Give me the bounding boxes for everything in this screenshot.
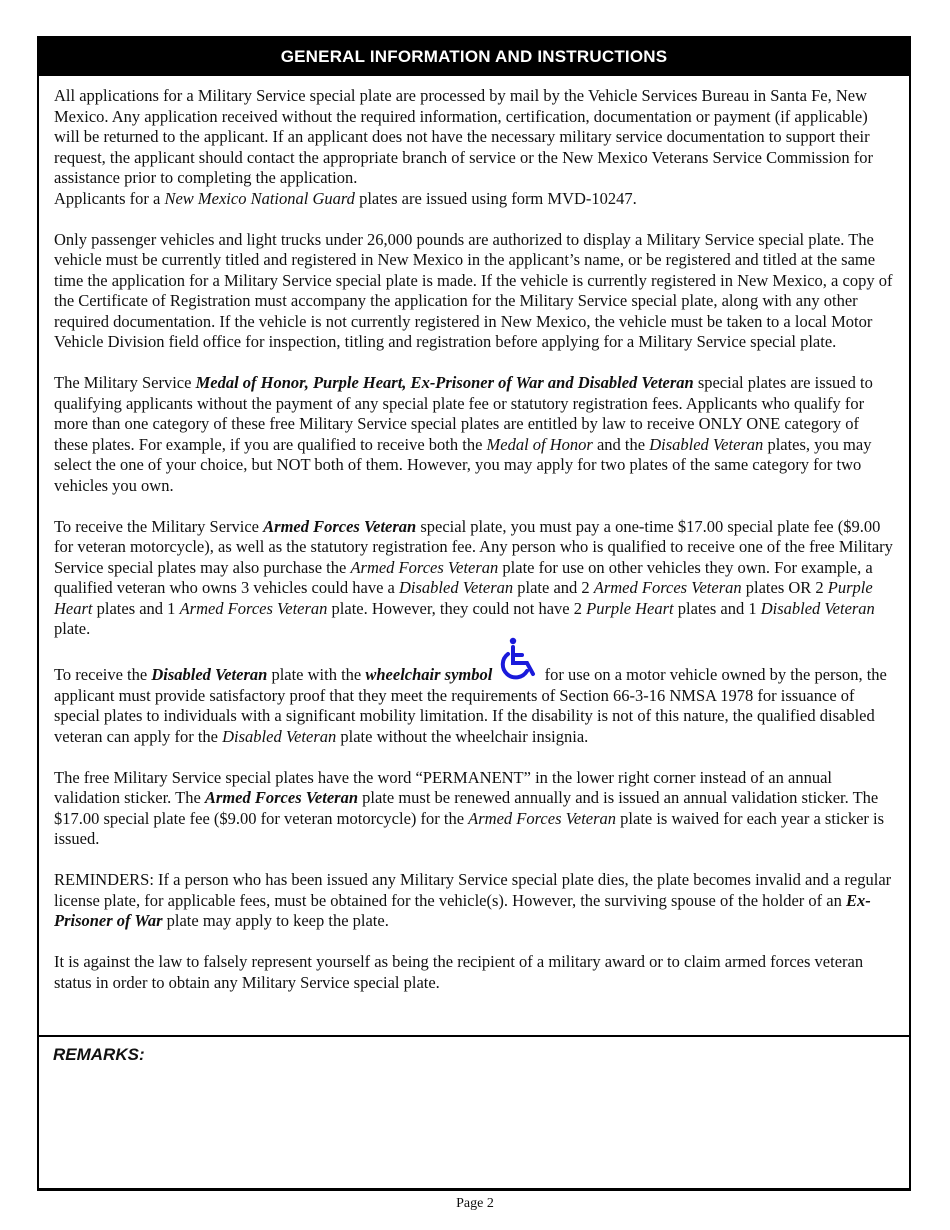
text-segment: plate may apply to keep the plate.: [162, 911, 389, 930]
wheelchair-icon: [496, 660, 540, 680]
text-segment: special plates are issued to qualifying applicants without the payment of any special plate fee or statutory registration fees. Applicants who qualify for more than one category of these free Military Service special plates are entitled by law to receive ONLY ONE category of these plates. For example, if you are qualified to receive both the: [54, 373, 873, 454]
instructions-frame: [37, 36, 911, 1191]
paragraph-free-plates: [54, 373, 895, 496]
disabled-veteran-emphasis: Disabled Veteran: [222, 726, 337, 746]
section-header: GENERAL INFORMATION AND INSTRUCTIONS: [39, 38, 909, 76]
remarks-label: REMARKS:: [53, 1045, 145, 1064]
text-segment: and the: [592, 434, 650, 454]
purple-heart-emphasis: Purple Heart: [586, 598, 674, 618]
text-segment: The Military Service: [54, 373, 196, 392]
text-segment: To receive the: [54, 665, 152, 684]
text-segment: plate must be renewed annually and is issued an annual validation sticker. The $17.00 special plate fee ($9.00 for veteran motorcycle) for the: [54, 788, 879, 828]
text-segment: special plate, you must pay a one-time $17.00 special plate fee ($9.00 for veteran motorcycle), as well as the statutory registration fee. Any person who is qualified to receive one of the free Military Service special plates may also purchase the: [54, 516, 893, 577]
text-segment: To receive the Military Service: [54, 516, 264, 536]
text-segment: Applicants for a: [54, 188, 165, 208]
armed-forces-veteran-emphasis: Armed Forces Veteran: [593, 578, 742, 597]
paragraph-processing: All applications for a Military Service special plate are processed by mail by the Vehicle Services Bureau in Santa Fe, New Mexico. Any application received without the required information, certification, documentation or payment (if applicable) will be returned to the applicant. If an applicant does not have the necessary military service documentation to support their request, the applicant should contact the appropriate branch of service or the New Mexico Veterans Service Commission for assistance prior to completing the application.: [54, 86, 873, 187]
purple-heart-emphasis: Purple Heart: [54, 578, 873, 618]
medal-of-honor-emphasis: Medal of Honor: [486, 434, 593, 454]
paragraph-armed-forces-veteran: [54, 517, 895, 640]
paragraph-vehicle-eligibility: Only passenger vehicles and light trucks under 26,000 pounds are authorized to display a Military Service special plate. The vehicle must be currently titled and registered in New Mexico in the applicant’s name, or be registered and titled at the same time the application for a Military Service special plate is made. If the vehicle is currently registered in New Mexico, a copy of the Certificate of Registration must accompany the application for the Military Service special plate, along with any other required documentation. If the vehicle is not currently registered in New Mexico, the vehicle must be taken to a local Motor Vehicle Division field office for inspection, titling and registration before applying for a Military Service special plate.: [54, 229, 893, 351]
ex-prisoner-of-war-emphasis: Ex-Prisoner of War: [54, 890, 871, 930]
text-segment: for use on a motor vehicle owned by the person, the applicant must provide satisfactory proof that they meet the requirements of Section 66-3-16 NMSA 1978 for issuance of special plates to individuals with a significant mobility limitation. If the disability is not of this nature, the qualified disabled veteran can apply for the: [54, 665, 887, 746]
armed-forces-veteran-emphasis: Armed Forces Veteran: [350, 557, 499, 577]
text-segment: plate for use on other vehicles they own. For example, a qualified veteran who owns 3 vehicles could have a: [54, 557, 873, 597]
text-segment: plates and 1: [673, 598, 761, 618]
national-guard-emphasis: New Mexico National Guard: [164, 188, 355, 208]
paragraph-national-guard: [54, 189, 895, 210]
text-segment: plates and 1: [92, 598, 180, 618]
armed-forces-veteran-emphasis: Armed Forces Veteran: [263, 516, 417, 536]
paragraph-legal-warning: It is against the law to falsely represent yourself as being the recipient of a military award or to claim armed forces veteran status in order to obtain any Military Service special plate.: [54, 952, 864, 992]
text-segment: plates, you may select the one of your choice, but NOT both of them. However, you may apply for two plates of the same category for two vehicles you own.: [54, 434, 872, 495]
disabled-veteran-emphasis: Disabled Veteran: [399, 578, 514, 597]
wheelchair-icon-graphic: [496, 636, 542, 682]
text-segment: plate. However, they could not have 2: [327, 598, 587, 618]
paragraph-wheelchair: [54, 660, 895, 747]
disabled-veteran-emphasis: Disabled Veteran: [151, 665, 268, 684]
remarks-divider: [39, 1035, 909, 1037]
page-number: Page 2: [456, 1196, 494, 1211]
text-segment: plate and 2: [513, 578, 594, 597]
text-segment: plate.: [54, 619, 91, 638]
text-segment: plate with the: [267, 665, 366, 684]
text-segment: plate without the wheelchair insignia.: [336, 726, 589, 746]
text-segment: plate is waived for each year a sticker is issued.: [54, 808, 885, 848]
paragraph-reminders: [54, 870, 895, 932]
text-segment: plates OR 2: [741, 578, 828, 597]
disabled-veteran-emphasis: Disabled Veteran: [649, 434, 764, 454]
instructions-body: [54, 86, 895, 1014]
armed-forces-veteran-emphasis: Armed Forces Veteran: [468, 808, 617, 828]
wheelchair-symbol-emphasis: wheelchair symbol: [365, 665, 493, 684]
text-segment: plates are issued using form MVD-10247.: [354, 188, 637, 208]
armed-forces-veteran-emphasis: Armed Forces Veteran: [179, 598, 328, 618]
paragraph-permanent: [54, 768, 895, 850]
armed-forces-veteran-emphasis: Armed Forces Veteran: [204, 788, 359, 807]
text-segment: The free Military Service special plates have the word “PERMANENT” in the lower right corner instead of an annual validation sticker. The: [54, 767, 832, 807]
disabled-veteran-emphasis: Disabled Veteran: [760, 598, 875, 618]
text-segment: REMINDERS: If a person who has been issued any Military Service special plate dies, the plate becomes invalid and a regular license plate, for applicable fees, must be obtained for the vehicle(s). However, the surviving spouse of the holder of an: [54, 870, 892, 910]
plate-types-emphasis: Medal of Honor, Purple Heart, Ex-Prisoner of War and Disabled Veteran: [195, 373, 694, 392]
